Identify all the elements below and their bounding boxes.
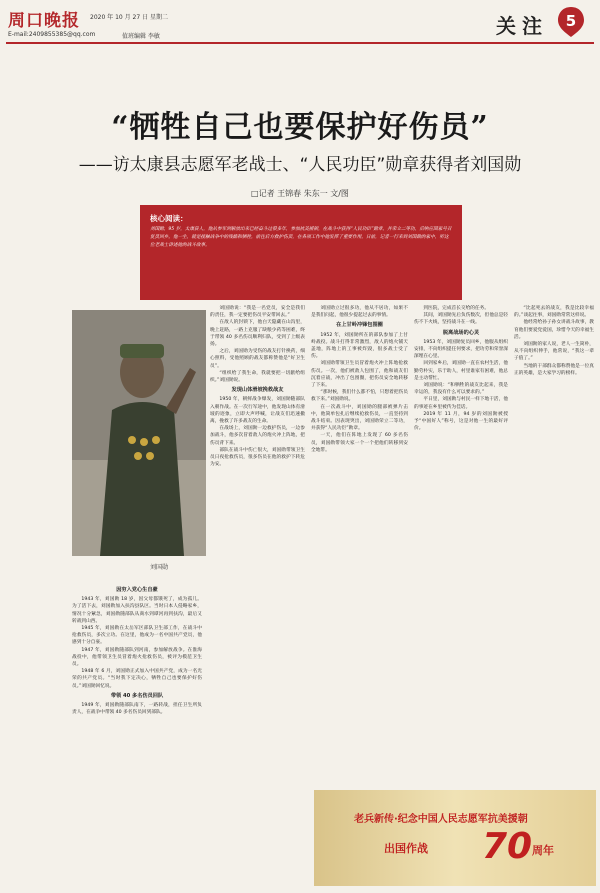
- article-paragraph: “那时候，我们什么都不怕，只想着把伤员救下来。”刘国勋说。: [311, 390, 408, 403]
- banner-title: 老兵新传·纪念中国人民志愿军抗美援朝: [354, 814, 528, 825]
- article-paragraph: 到医院，完成首长交给的任务。: [423, 306, 490, 311]
- article-paragraph: 刘国勋的家人说，老人一生简朴，从不向组织伸手，他常说，“我这一辈子值了。”: [514, 342, 594, 362]
- article-paragraph: 他经常给孙子孙女讲战斗故事，教育他们要爱党爱国，珍惜今天的幸福生活。: [514, 320, 594, 340]
- section-subheading: 因穷入党心生自豪: [116, 587, 158, 593]
- article-paragraph: “比起死去的战友，我是比较幸福的。”谈起往事，刘国勋常常这样说。: [514, 306, 594, 319]
- article-paragraph: 刘国勋立过很多功，他从不居功，如果不是我们问起，他很少提起过去的事情。: [311, 306, 408, 319]
- anniversary-suffix: 周年: [532, 844, 554, 857]
- page-number-badge: [556, 6, 586, 38]
- anniversary-number: 70: [482, 826, 533, 867]
- article-paragraph: 1950 年，朝鲜战争爆发，刘国勋随部队入朝作战。在一次行军途中，他发现山体有滑坡的迹象，立即大声呼喊，让战友们迅速撤离，挽救了许多战友的生命。: [210, 397, 305, 425]
- headline: “牺牲自己也要保护好伤员”: [111, 110, 489, 145]
- section-subheading: 脱离战场的心灵: [442, 329, 480, 336]
- article-paragraph: 其间，刘国勋先后负伤数次，但他总是轻伤不下火线，坚持战斗在一线。: [414, 313, 508, 326]
- article-paragraph: 部队在战斗中伤亡很大，刘国勋带领卫生员日夜抢救伤员，很多伤员在他的救护下转危为安。: [210, 447, 305, 468]
- article-column-2: [210, 305, 305, 885]
- page-number: 5: [565, 12, 577, 30]
- section-subheading: 带领 40 多名伤员回队: [110, 692, 164, 699]
- article-paragraph: 在敌人的封锁下，他白天隐藏在山沟里，晚上赶路，一路上克服了缺粮少药等困难，终于带领 40 多名伤员顺利归队，受到了上级表扬。: [210, 320, 305, 348]
- article-paragraph: 1947 年，刘国勋随部队到河南，参加解放战争。在淮海战役中，他带领卫生员冒着炮火抢救伤员，被评为模范卫生员。: [72, 647, 202, 668]
- article-paragraph: 当地的干部群众都称赞他是一位真正的英雄，是大家学习的榜样。: [514, 363, 594, 376]
- article-paragraph: 在战场上，刘国勋一边救护伤员，一边参加战斗，他多次冒着敌人的炮火冲上阵地，把伤员背下来。: [210, 426, 305, 446]
- photo-illustration: [72, 310, 206, 556]
- article-paragraph: 1943 年，刘国勋 18 岁，因父母都饿死了，成为孤儿。为了活下去，刘国勋加入扶沟县队区。当时日本人侵略家乡，情况十分紧急，刘国勋随部队从商水到谭河再到扶沟，最后又转战到山西。: [72, 597, 202, 624]
- article-paragraph: 回到家乡后，刘国勋一直在农村生活，他勤劳朴实，乐于助人，村里谁家有困难，他总是主动帮忙。: [414, 361, 508, 381]
- subheadline: ——访太康县志愿军老战士、“人民功臣”勋章获得者刘国勋: [78, 155, 522, 175]
- contact-email: E-mail:2409855385@qq.com: [8, 31, 96, 38]
- article-column-1: [72, 584, 202, 886]
- anniversary-banner: [314, 790, 596, 886]
- section-title: 关注: [496, 14, 548, 38]
- article-paragraph: 平日里，刘国勋与村民一样下地干活，他的事迹在乡里被传为佳话。: [414, 397, 508, 410]
- article-paragraph: “组织给了我生命，我就要把一切献给组织。”刘国勋说。: [210, 370, 305, 384]
- newspaper-logo: 周口晚报: [8, 11, 80, 31]
- core-reading-box: [140, 205, 462, 300]
- duty-editor: 值班编辑 李敏: [122, 33, 160, 40]
- section-subheading: 发现山体滑坡挽救战友: [231, 387, 284, 394]
- article-paragraph: 1949 年，刘国勋随部队南下，一路转战，担任卫生所负责人，在战争中带领 40 多名伤员回到部队。: [72, 703, 202, 716]
- article-paragraph: 2019 年 11 月，94 岁的刘国勋被授予“中国好人”称号，这是对他一生的最好评价。: [414, 411, 508, 432]
- issue-date: 2020 年 10 月 27 日 星期二: [90, 14, 168, 21]
- article-paragraph: 在一次战斗中，刘国勋的腿部被弹片击中，他简单包扎后继续抢救伤员，一直坚持到战斗结束。因表现突出，刘国勋荣立二等功，并获得“人民功臣”勋章。: [311, 404, 408, 432]
- section-subheading: 在上甘岭冲锋包围圈: [336, 322, 383, 329]
- article-paragraph: 刘国勋说：“和牺牲的战友比起来，我是幸运的，我没有什么可以要求的。”: [414, 383, 508, 396]
- core-reading-text: 刘国勋，95 岁，太康县人，他从参军到解放出来已经奋斗过很多年，参加抗美援朝，在战斗中获得“人民功臣”勋章，并荣立二等功，后响应国家号召复员回乡。他一生，就是接触战争中的残酷和牺牲，前往后方救护伤员，在各项工作中他发挥了重要作用。日前，记者一行来到刘国勋的家中，听这位老战士讲述他的战斗故事。: [150, 227, 452, 248]
- article-paragraph: 1945 年，刘国勋在太岳军区部队卫生部工作，在战斗中抢救伤员，多次立功。在这里，他成为一名中国共产党员，他感到十分自豪。: [72, 626, 202, 646]
- photo-caption: 刘国勋: [150, 564, 169, 571]
- article-paragraph: 1948 年 6 月，刘国勋正式加入中国共产党，成为一名光荣的共产党员。“当时我下定决心，牺牲自己也要保护好伤员。”刘国勋回忆说。: [72, 669, 202, 689]
- banner-subtitle: 出国作战: [384, 842, 428, 855]
- article-paragraph: 刘国勋带领卫生员冒着炮火冲上阵地抢救伤员。一次，他们被敌人包围了，他和战友们沉着应战，冲出了包围圈，把伤员安全地转移了下来。: [311, 361, 408, 389]
- masthead-divider: [6, 42, 594, 44]
- core-reading-label: 核心阅读：: [150, 214, 188, 223]
- byline: □记者 王锦春 朱东一 文/图: [251, 189, 349, 198]
- article-paragraph: 1953 年，刘国勋复员回乡，他服从组织安排，不向组织提任何要求，把功劳和荣誉深深埋在心里。: [414, 339, 508, 360]
- article-paragraph: 一天，他们在阵地上发现了 60 多名伤员，刘国勋带领大家一个一个把他们转移到安全地带。: [311, 433, 408, 453]
- article-paragraph: 刘国勋说：“我是一名党员，安全是我们的责任，我一定要把伤员平安带回去。”: [210, 306, 305, 319]
- veteran-saluting-photo: [72, 310, 206, 556]
- article-paragraph: 1952 年，刘国勋所在的部队参加了上甘岭战役。战斗打得非常激烈，敌人的炮火铺天盖地，阵地上的工事被炸毁，很多战士受了伤。: [311, 332, 408, 360]
- article-paragraph: 之后，刘国勋为受伤的战友打针换药，细心照料，受他照顾的战友都称赞他是“好卫生员”。: [210, 349, 305, 369]
